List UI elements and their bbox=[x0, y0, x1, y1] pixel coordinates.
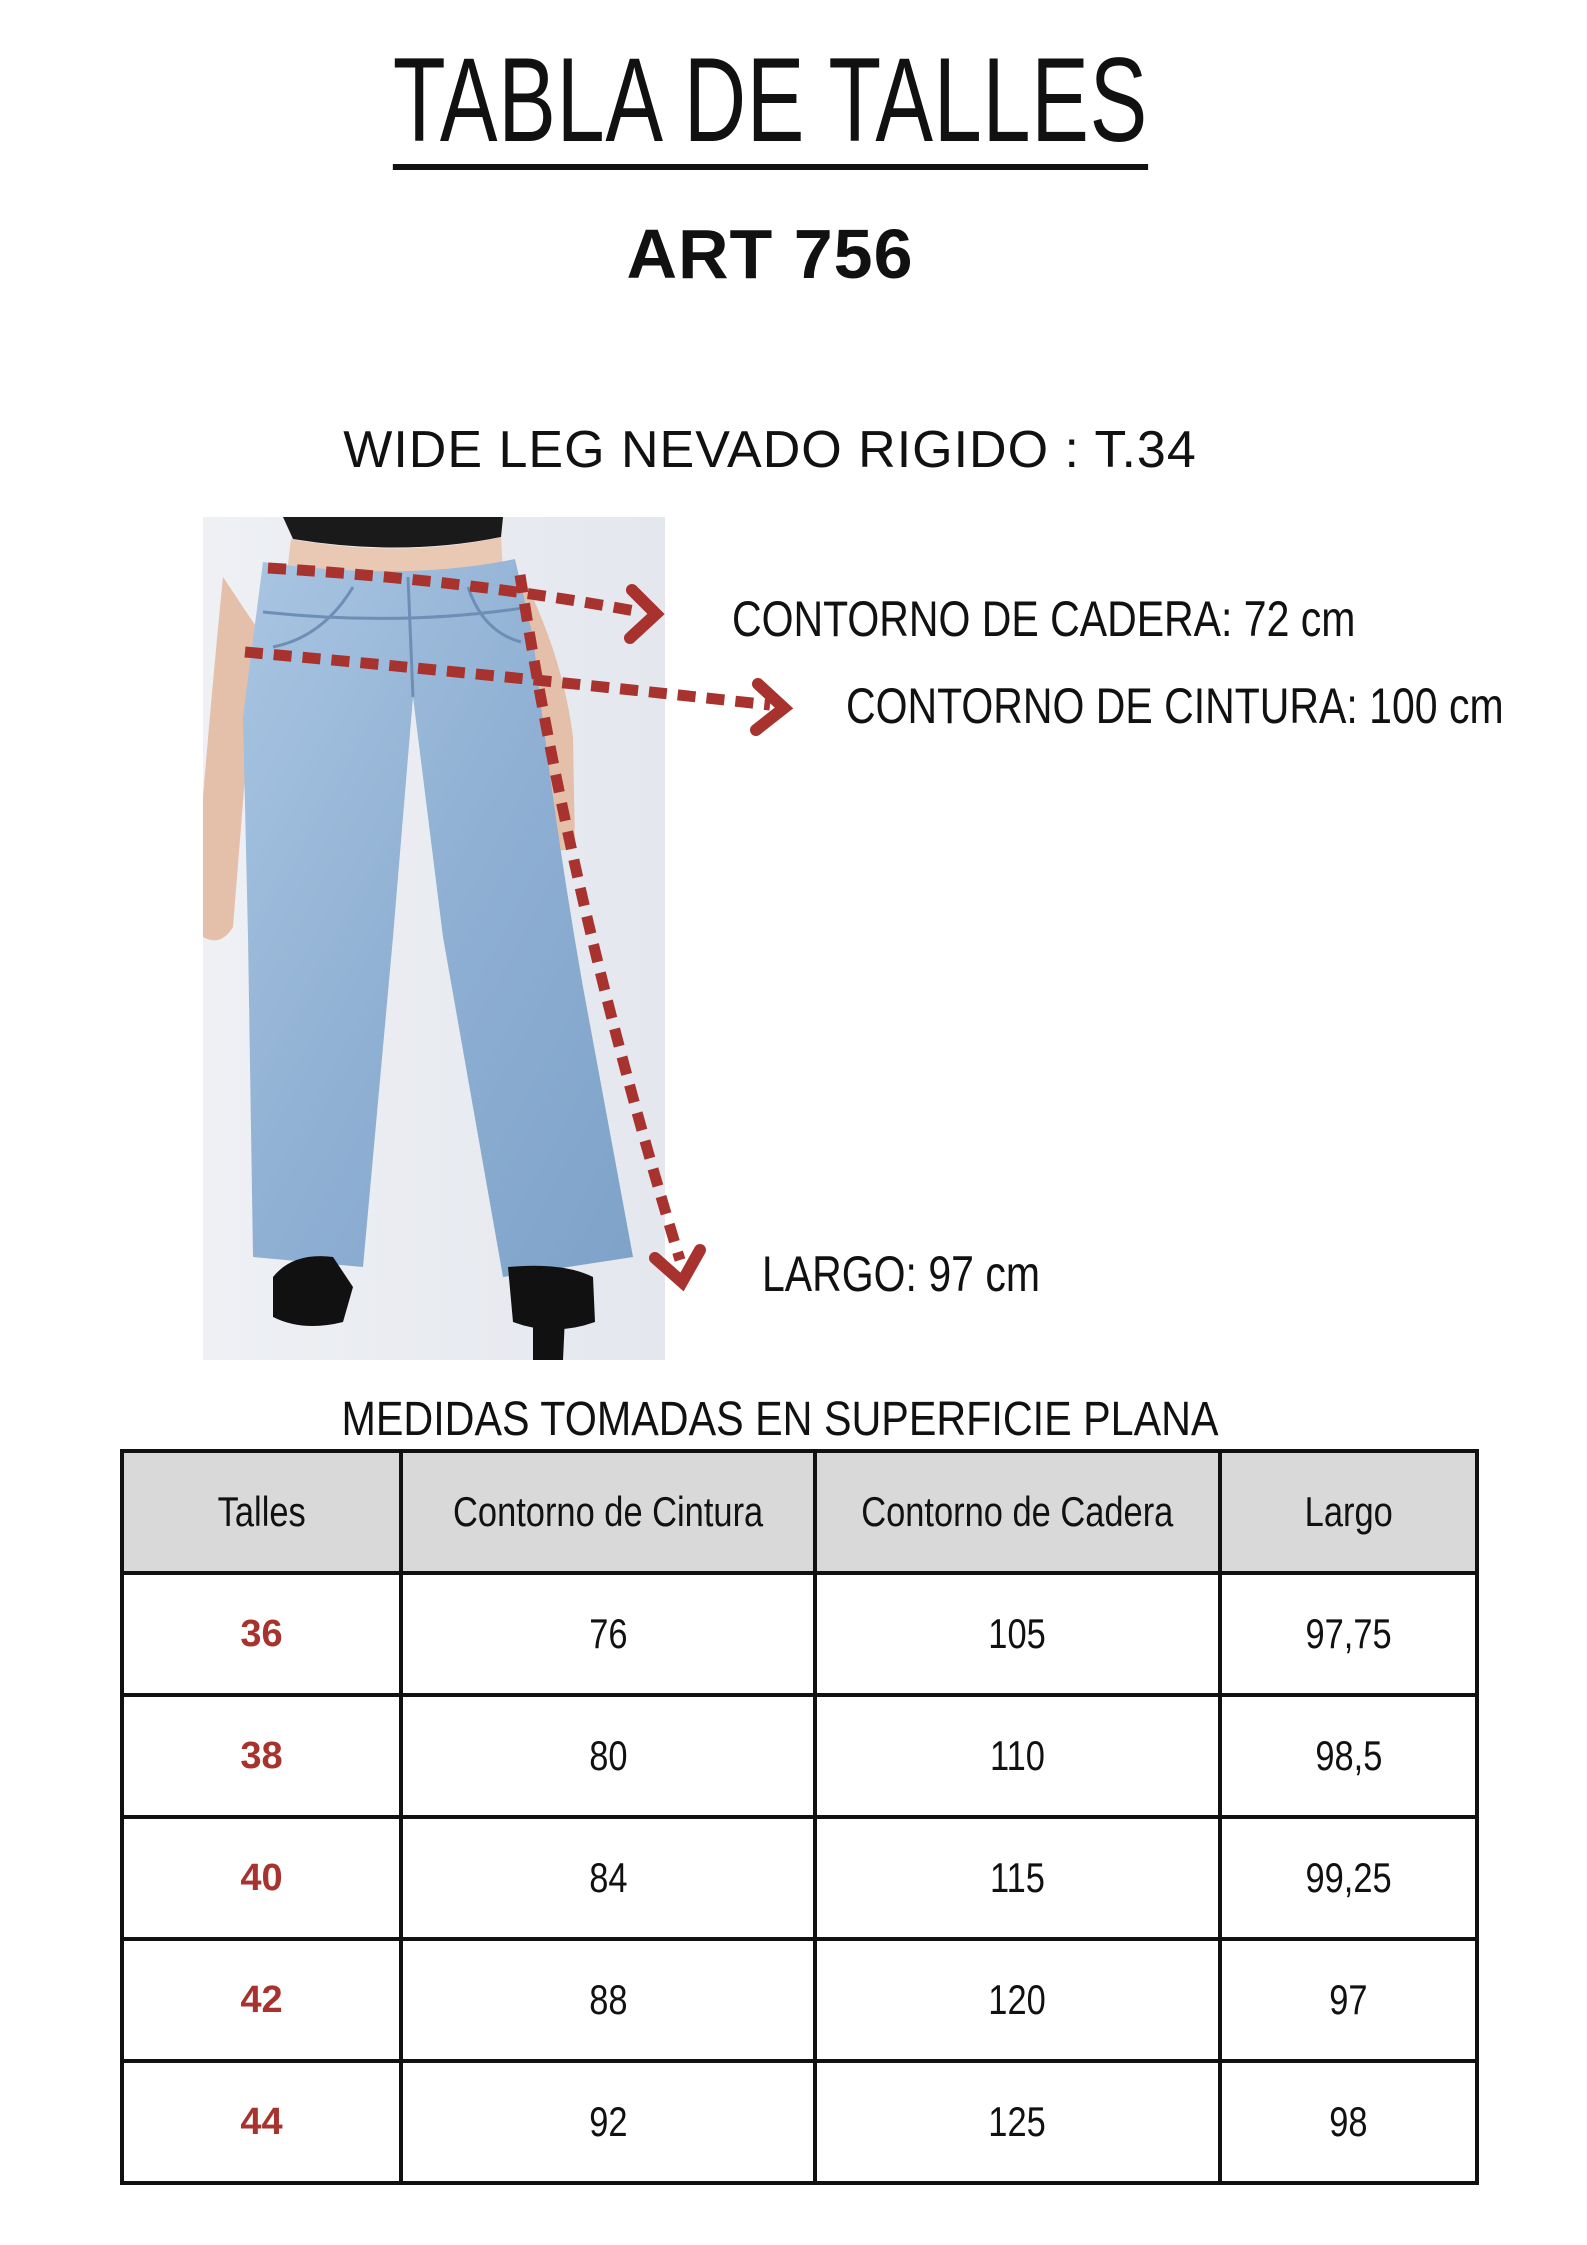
size-value: 44 bbox=[240, 2100, 283, 2143]
hip-measurement: CONTORNO DE CADERA: 72 cm bbox=[732, 591, 1356, 647]
header-cadera-label: Contorno de Cadera bbox=[861, 1488, 1174, 1535]
cadera-cell bbox=[815, 1573, 1220, 1695]
largo-value: 98 bbox=[1329, 2098, 1368, 2145]
size-value: 36 bbox=[240, 1612, 283, 1655]
page-title: TABLA DE TALLES bbox=[392, 40, 1147, 170]
largo-value: 97 bbox=[1329, 1976, 1368, 2023]
header-largo bbox=[1220, 1451, 1477, 1573]
cintura-cell bbox=[401, 1817, 815, 1939]
cintura-cell bbox=[401, 2061, 815, 2183]
table-row bbox=[122, 1817, 1477, 1939]
largo-value: 97,75 bbox=[1305, 1610, 1392, 1657]
cintura-value: 92 bbox=[588, 2098, 628, 2145]
page-title-wrap bbox=[0, 33, 1540, 170]
largo-value: 98,5 bbox=[1314, 1732, 1383, 1779]
largo-cell bbox=[1220, 1573, 1477, 1695]
cadera-value: 105 bbox=[988, 1610, 1047, 1657]
largo-value: 99,25 bbox=[1305, 1854, 1392, 1901]
table-row bbox=[122, 1695, 1477, 1817]
article-number: ART 756 bbox=[626, 215, 914, 293]
largo-cell bbox=[1220, 1939, 1477, 2061]
size-table bbox=[120, 1449, 1479, 2185]
header-talles-label: Talles bbox=[217, 1488, 306, 1535]
jeans-photo bbox=[203, 517, 665, 1360]
header-cintura bbox=[401, 1451, 815, 1573]
size-value: 42 bbox=[240, 1978, 283, 2021]
size-cell bbox=[122, 1573, 401, 1695]
cadera-cell bbox=[815, 1695, 1220, 1817]
cintura-cell bbox=[401, 1695, 815, 1817]
model-name: WIDE LEG NEVADO RIGIDO : T.34 bbox=[343, 421, 1197, 479]
table-row bbox=[122, 2061, 1477, 2183]
cintura-cell bbox=[401, 1573, 815, 1695]
cadera-value: 110 bbox=[990, 1732, 1045, 1779]
table-header-row bbox=[122, 1451, 1477, 1573]
waist-measurement: CONTORNO DE CINTURA: 100 cm bbox=[846, 678, 1504, 734]
table-row bbox=[122, 1939, 1477, 2061]
largo-cell bbox=[1220, 1817, 1477, 1939]
cintura-value: 84 bbox=[588, 1854, 628, 1901]
cadera-value: 125 bbox=[988, 2098, 1047, 2145]
size-cell bbox=[122, 1817, 401, 1939]
header-cadera bbox=[815, 1451, 1220, 1573]
cintura-value: 76 bbox=[588, 1610, 628, 1657]
cadera-cell bbox=[815, 2061, 1220, 2183]
cadera-cell bbox=[815, 1939, 1220, 2061]
size-value: 40 bbox=[240, 1856, 283, 1899]
size-cell bbox=[122, 1695, 401, 1817]
cintura-cell bbox=[401, 1939, 815, 2061]
header-talles bbox=[122, 1451, 401, 1573]
table-row bbox=[122, 1573, 1477, 1695]
header-cintura-label: Contorno de Cintura bbox=[452, 1488, 764, 1535]
header-largo-label: Largo bbox=[1304, 1488, 1393, 1535]
cintura-value: 88 bbox=[588, 1976, 628, 2023]
size-value: 38 bbox=[240, 1734, 283, 1777]
largo-cell bbox=[1220, 1695, 1477, 1817]
size-cell bbox=[122, 1939, 401, 2061]
size-cell bbox=[122, 2061, 401, 2183]
table-caption: MEDIDAS TOMADAS EN SUPERFICIE PLANA bbox=[341, 1393, 1219, 1446]
cadera-value: 115 bbox=[990, 1854, 1045, 1901]
length-measurement: LARGO: 97 cm bbox=[762, 1246, 1040, 1302]
cadera-cell bbox=[815, 1817, 1220, 1939]
largo-cell bbox=[1220, 2061, 1477, 2183]
cadera-value: 120 bbox=[988, 1976, 1047, 2023]
cintura-value: 80 bbox=[588, 1732, 628, 1779]
